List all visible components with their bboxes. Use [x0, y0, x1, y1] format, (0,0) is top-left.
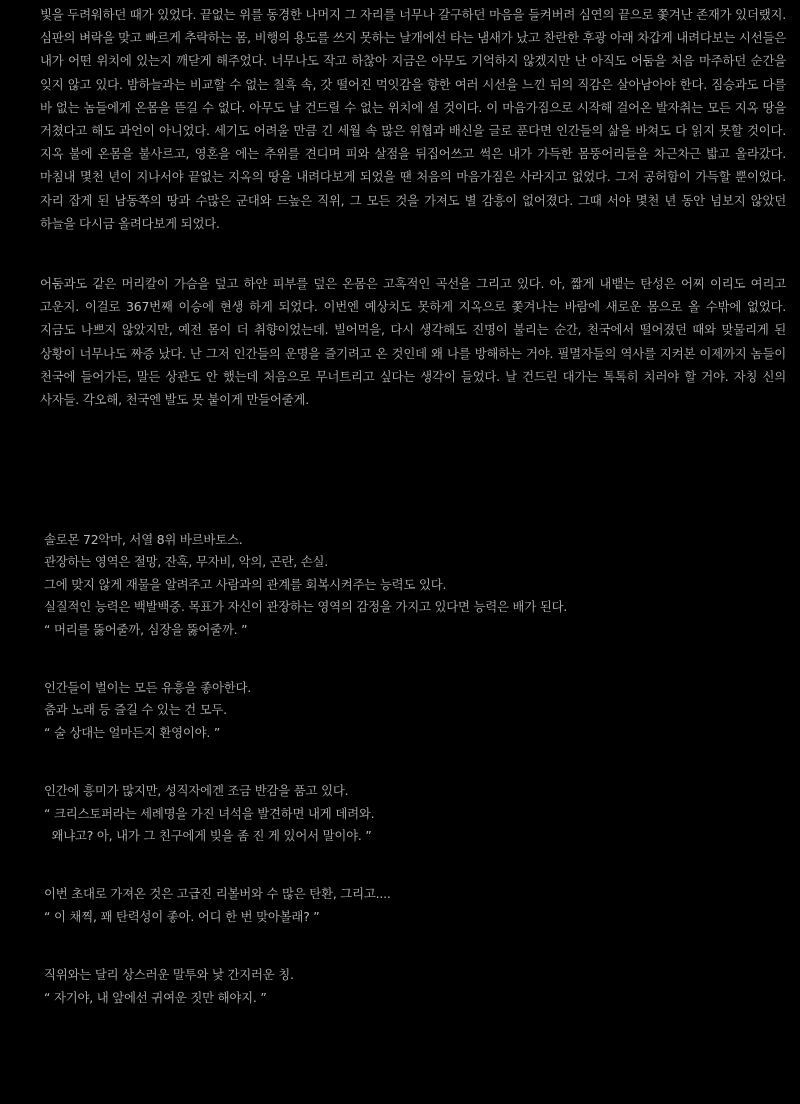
- profile-quote: “ 술 상대는 얼마든지 환영이야. ”: [44, 724, 221, 740]
- story-paragraph-1: 빛을 두려워하던 때가 있었다. 끝없는 위를 동경한 나머지 그 자리를 너무나 갈구하던 마음을 들켜버려 심연의 끝으로 쫓겨난 존재가 있더랬지. 심판의 벼락을 맞고 빠르게 추락하는 몸, 비행의 용도를 쓰지 못하는 날개에선 타는 냄새가 났고 찬란한 후광 아래 차갑게 내려다보는 시선들은 내가 어떤 위치에 있는지 깨닫게 해주었다. 너무나도 작고 하찮아 지금은 아무도 기억하지 않겠지만 난 아직도 어둠을 처음 마주하던 순간을 잊지 않고 있다. 밤하늘과는 비교할 수 없는 칠흑 속, 갓 떨어진 먹잇감을 향한 여러 시선을 느낀 뒤의 직감은 살아남아야 한다. 짐승과도 다를 바 없는 놈들에게 온몸을 뜯길 수 없다. 아무도 날 건드릴 수 없는 위치에 설 것이다. 이 마음가짐으로 시작해 걸어온 발자취는 모든 지옥 땅을 거쳤다고 해도 과언이 아니었다. 세기도 어려울 만큼 긴 세월 속 많은 위협과 배신을 글로 푼다면 인간들의 삶을 바쳐도 다 읽지 못할 것이다. 지옥 불에 온몸을 불사르고, 영혼을 에는 추위를 견디며 피와 살점을 뒤집어쓰고 썩은 내가 가득한 몸뚱어리들을 차근차근 밟고 올라갔다. 마침내 몇천 년이 지나서야 끝없는 지옥의 땅을 내려다보게 되었을 땐 처음의 마음가짐은 사라지고 없었다. 그저 공허함이 가득할 뿐이었다. 자리 잡게 된 남동쪽의 땅과 수많은 군대와 드높은 직위, 그 모든 것을 가져도 별 감흥이 없어졌다. 그때 서야 몇천 년 동안 넘보지 않았던 하늘을 다시금 올려다보게 되었다.: [40, 7, 786, 231]
- profile-line: 인간에 흥미가 많지만, 성직자에겐 조금 반감을 품고 있다.: [44, 783, 349, 799]
- profile-block-items: [44, 883, 764, 928]
- profile-line: 직위와는 달리 상스러운 말투와 낯 간지러운 칭.: [44, 967, 294, 983]
- profile-line: 인간들이 벌이는 모든 유흥을 좋아한다.: [44, 680, 252, 696]
- profile-line: 그에 맞지 않게 재물을 알려주고 사람과의 관계를 회복시켜주는 능력도 있다.: [44, 576, 447, 592]
- character-profile: [44, 529, 764, 1009]
- profile-block-identity: [44, 529, 764, 641]
- profile-quote: “ 이 채찍, 꽤 탄력성이 좋아. 어디 한 번 맞아볼래? ”: [44, 908, 320, 924]
- profile-block-hobbies: [44, 677, 764, 744]
- profile-line: 실질적인 능력은 백발백중. 목표가 자신이 관장하는 영역의 감정을 가지고 있다면 능력은 배가 된다.: [44, 599, 568, 615]
- profile-quote: “ 자기야, 내 앞에선 귀여운 짓만 해야지. ”: [44, 989, 267, 1005]
- profile-line: 관장하는 영역은 절망, 잔혹, 무자비, 악의, 곤란, 손실.: [44, 554, 328, 570]
- profile-quote: “ 머리를 뚫어줄까, 심장을 뚫어줄까. ”: [44, 621, 248, 637]
- profile-block-speech: [44, 964, 764, 1009]
- profile-quote: 왜냐고? 아, 내가 그 친구에게 빚을 좀 진 게 있어서 말이야. ”: [44, 828, 372, 844]
- profile-block-clergy: [44, 780, 764, 847]
- profile-line: 이번 초대로 가져온 것은 고급진 리볼버와 수 많은 탄환, 그리고....: [44, 886, 391, 902]
- profile-quote: “ 크리스토퍼라는 세례명을 가진 녀석을 발견하면 내게 데려와.: [44, 805, 375, 821]
- story-paragraph-2: 어둠과도 같은 머리칼이 가슴을 덮고 하얀 피부를 덮은 온몸은 고혹적인 곡선을 그리고 있다. 아, 짧게 내뱉는 탄성은 어찌 이리도 여리고 고운지. 이걸로 367번째 이승에 현생 하게 되었다. 이번엔 예상치도 못하게 지옥으로 쫓겨나는 바람에 새로운 몸으로 올 수밖에 없었다. 지금도 나쁘지 않았지만, 예전 몸이 더 취향이었는데. 빌어먹을, 다시 생각해도 진명이 불리는 순간, 천국에서 떨어졌던 때와 맞물리게 된 상황이 너무나도 짜증 났다. 난 그저 인간들의 운명을 즐기려고 온 것인데 왜 나를 방해하는 거야. 필멸자들의 역사를 지켜본 이제까지 놈들이 천국에 들어가든, 말든 상관도 안 했는데 처음으로 무너트리고 싶다는 생각이 들었다. 날 건드린 대가는 톡톡히 치러야 할 거야. 자칭 신의 사자들. 각오해, 천국엔 발도 못 붙이게 만들어줄게.: [40, 276, 786, 408]
- profile-line: 춤과 노래 등 즐길 수 있는 건 모두.: [44, 702, 227, 718]
- profile-line: 솔로몬 72악마, 서열 8위 바르바토스.: [44, 532, 243, 547]
